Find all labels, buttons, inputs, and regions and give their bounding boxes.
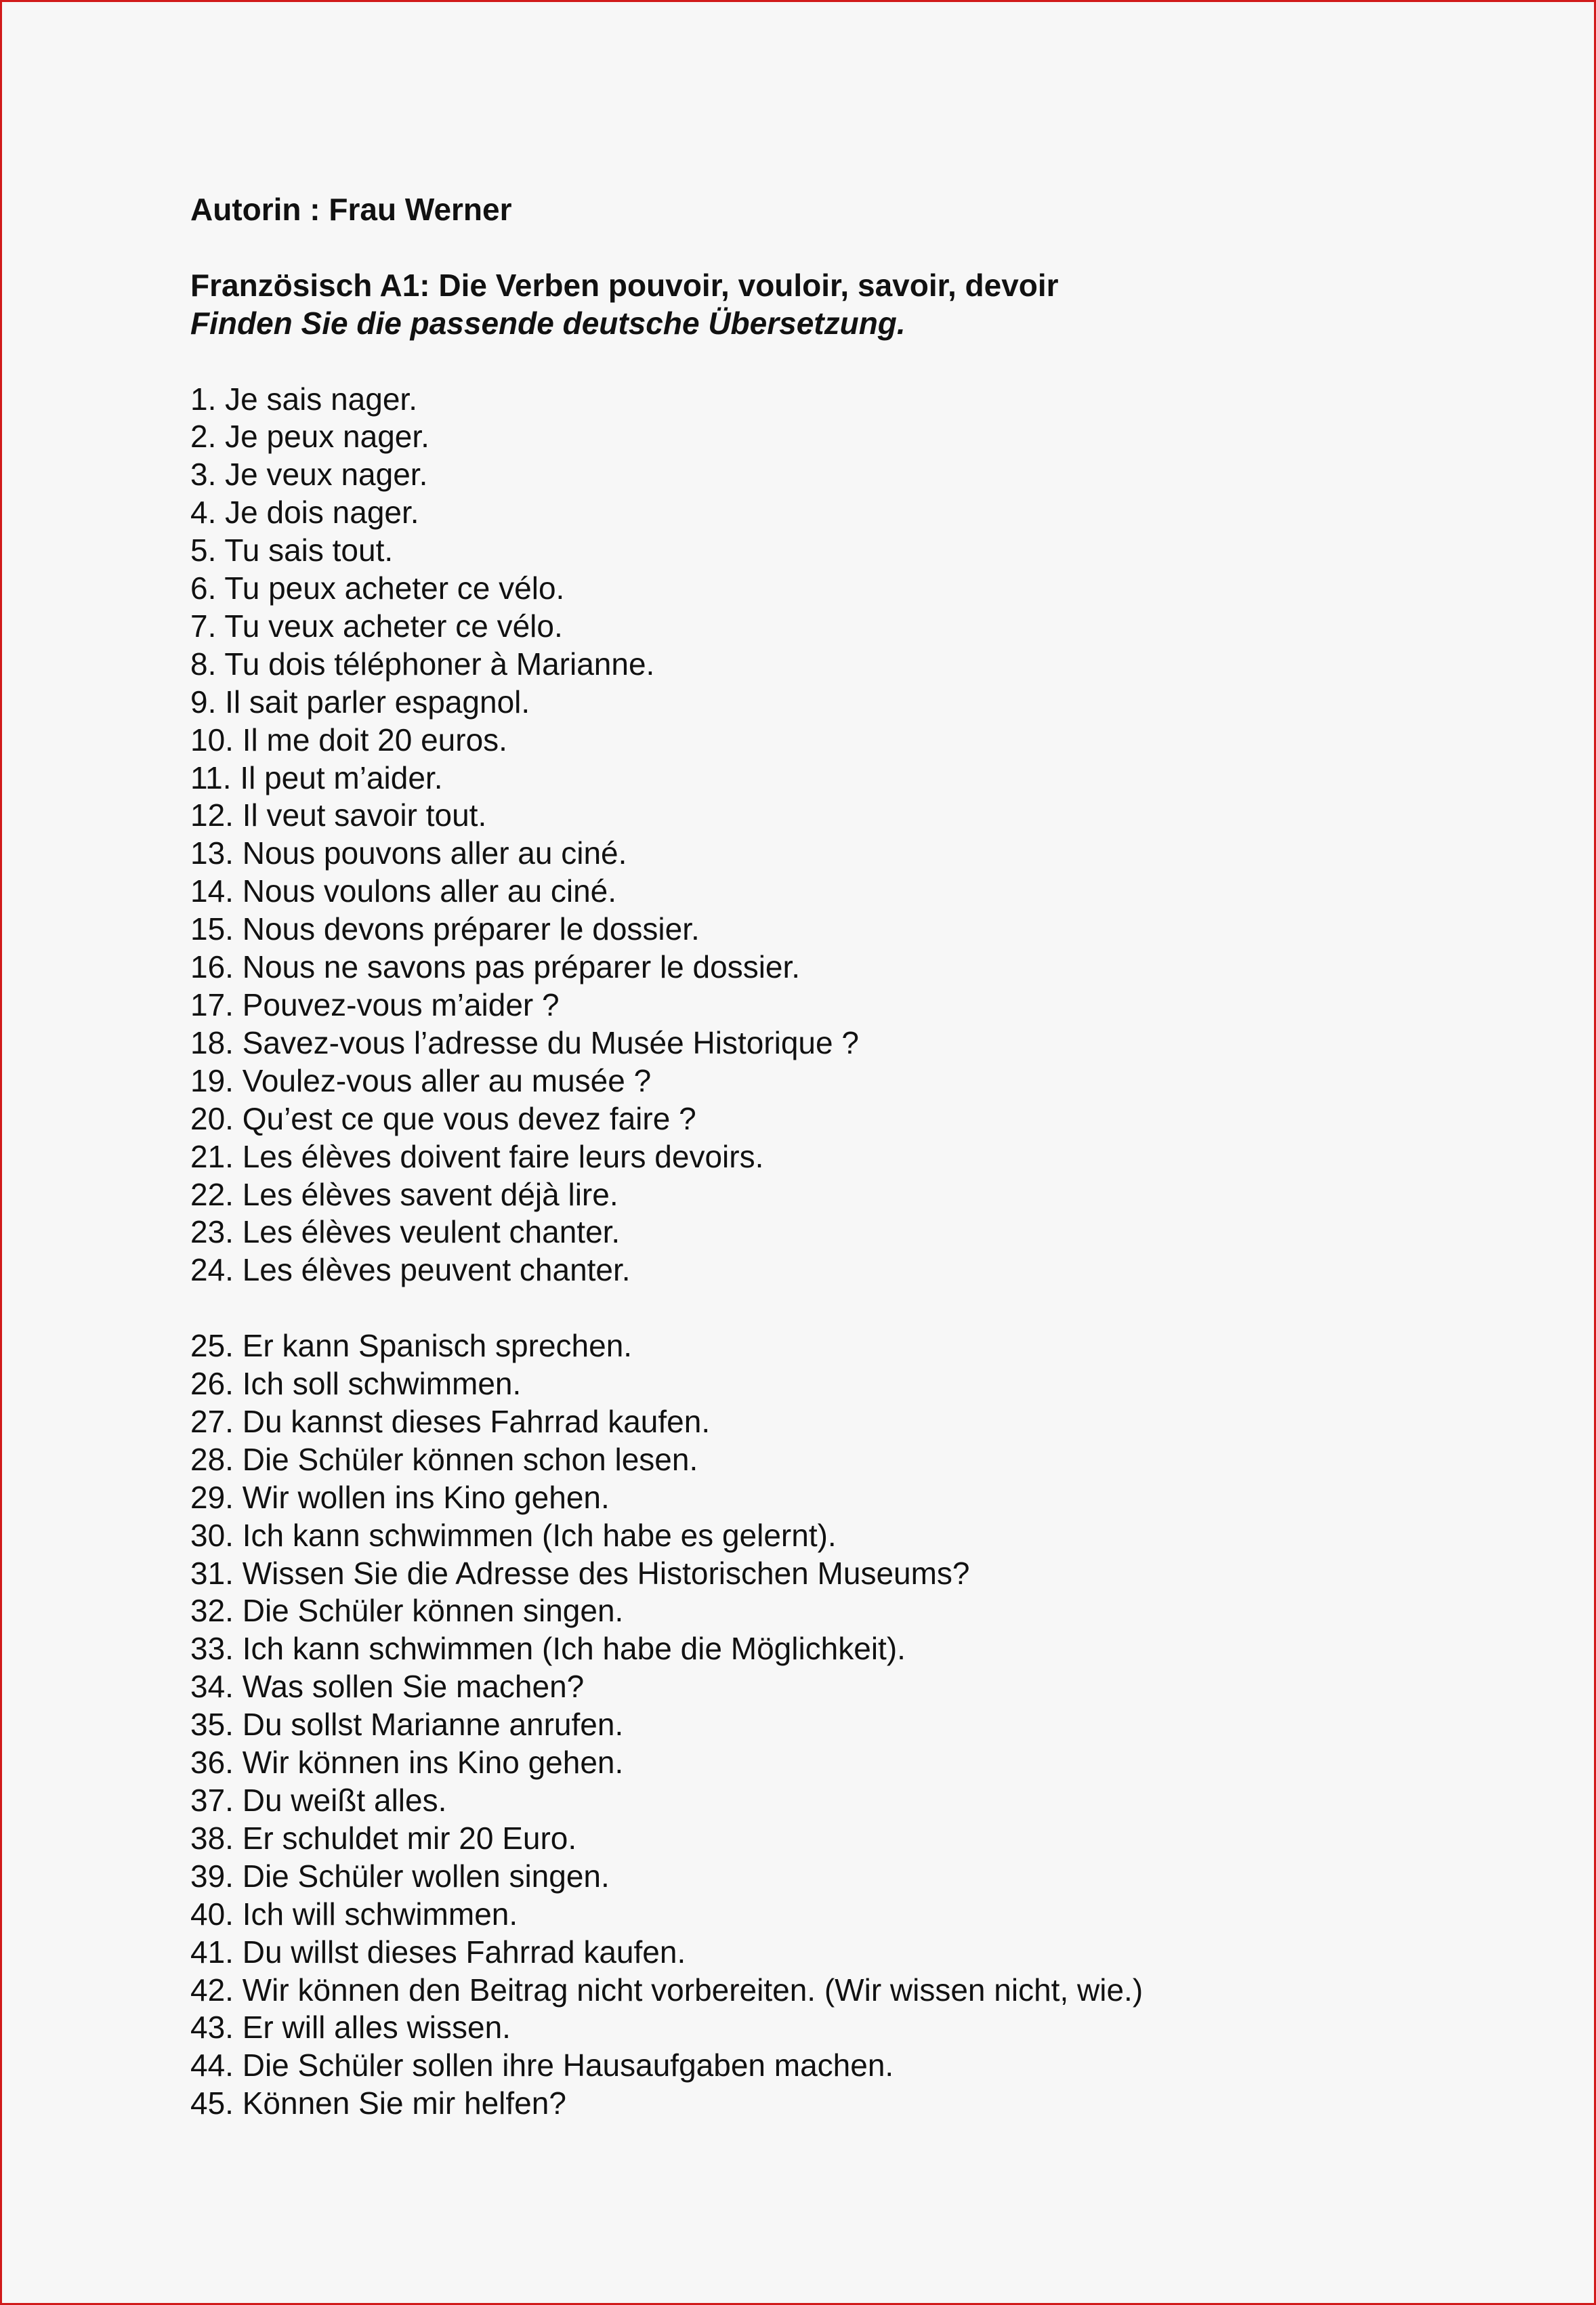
french-sentence: 15. Nous devons préparer le dossier.	[190, 911, 700, 947]
german-sentence: 41. Du willst dieses Fahrrad kaufen.	[190, 1934, 686, 1970]
german-sentence: 26. Ich soll schwimmen.	[190, 1366, 522, 1402]
worksheet-title: Französisch A1: Die Verben pouvoir, vouloir, savoir, devoir	[190, 267, 1059, 303]
french-sentence: 11. Il peut m’aider.	[190, 760, 443, 795]
french-sentence: 2. Je peux nager.	[190, 419, 429, 455]
french-sentence: 4. Je dois nager.	[190, 495, 419, 531]
german-sentence: 44. Die Schüler sollen ihre Hausaufgaben machen.	[190, 2048, 894, 2083]
french-sentence: 16. Nous ne savons pas préparer le dossier.	[190, 949, 801, 985]
worksheet	[190, 191, 1477, 2123]
german-sentence: 39. Die Schüler wollen singen.	[190, 1858, 610, 1894]
german-sentence-list	[190, 1327, 1477, 2123]
french-sentence: 18. Savez-vous l’adresse du Musée Historique ?	[190, 1024, 859, 1060]
french-sentence: 10. Il me doit 20 euros.	[190, 722, 507, 757]
german-sentence: 35. Du sollst Marianne anrufen.	[190, 1707, 624, 1743]
german-sentence: 33. Ich kann schwimmen (Ich habe die Möglichkeit).	[190, 1631, 906, 1667]
french-sentence: 19. Voulez-vous aller au musée ?	[190, 1062, 652, 1098]
french-sentence: 22. Les élèves savent déjà lire.	[190, 1176, 618, 1212]
french-sentence: 8. Tu dois téléphoner à Marianne.	[190, 646, 655, 682]
german-sentence: 31. Wissen Sie die Adresse des Historischen Museums?	[190, 1555, 970, 1591]
spacer	[190, 1289, 1477, 1327]
instruction: Finden Sie die passende deutsche Übersetzung.	[190, 305, 906, 341]
german-sentence: 32. Die Schüler können singen.	[190, 1593, 624, 1629]
german-sentence: 28. Die Schüler können schon lesen.	[190, 1441, 698, 1477]
author-line: Autorin : Frau Werner	[190, 192, 512, 227]
french-sentence: 1. Je sais nager.	[190, 381, 417, 417]
french-sentence: 24. Les élèves peuvent chanter.	[190, 1252, 631, 1288]
french-sentence: 6. Tu peux acheter ce vélo.	[190, 570, 565, 606]
german-sentence: 45. Können Sie mir helfen?	[190, 2085, 566, 2121]
german-sentence: 38. Er schuldet mir 20 Euro.	[190, 1820, 577, 1856]
german-sentence: 30. Ich kann schwimmen (Ich habe es gelernt).	[190, 1517, 837, 1553]
french-sentence: 3. Je veux nager.	[190, 457, 428, 493]
german-sentence: 37. Du weißt alles.	[190, 1783, 447, 1819]
french-sentence: 7. Tu veux acheter ce vélo.	[190, 608, 563, 644]
french-sentence: 23. Les élèves veulent chanter.	[190, 1214, 621, 1250]
french-sentence: 20. Qu’est ce que vous devez faire ?	[190, 1100, 696, 1136]
french-sentence: 12. Il veut savoir tout.	[190, 797, 487, 833]
spacer	[190, 343, 1477, 381]
french-sentence: 21. Les élèves doivent faire leurs devoirs.	[190, 1138, 764, 1174]
german-sentence: 25. Er kann Spanisch sprechen.	[190, 1328, 633, 1364]
german-sentence: 42. Wir können den Beitrag nicht vorbereiten. (Wir wissen nicht, wie.)	[190, 1972, 1143, 2008]
german-sentence: 36. Wir können ins Kino gehen.	[190, 1745, 624, 1781]
german-sentence: 43. Er will alles wissen.	[190, 2010, 511, 2046]
french-sentence-list	[190, 381, 1477, 1290]
german-sentence: 40. Ich will schwimmen.	[190, 1896, 518, 1932]
french-sentence: 5. Tu sais tout.	[190, 533, 394, 568]
french-sentence: 9. Il sait parler espagnol.	[190, 684, 530, 720]
german-sentence: 34. Was sollen Sie machen?	[190, 1669, 585, 1705]
german-sentence: 27. Du kannst dieses Fahrrad kaufen.	[190, 1403, 711, 1439]
french-sentence: 13. Nous pouvons aller au ciné.	[190, 835, 627, 871]
spacer	[190, 229, 1477, 267]
german-sentence: 29. Wir wollen ins Kino gehen.	[190, 1479, 610, 1515]
french-sentence: 17. Pouvez-vous m’aider ?	[190, 987, 560, 1022]
french-sentence: 14. Nous voulons aller au ciné.	[190, 873, 617, 909]
